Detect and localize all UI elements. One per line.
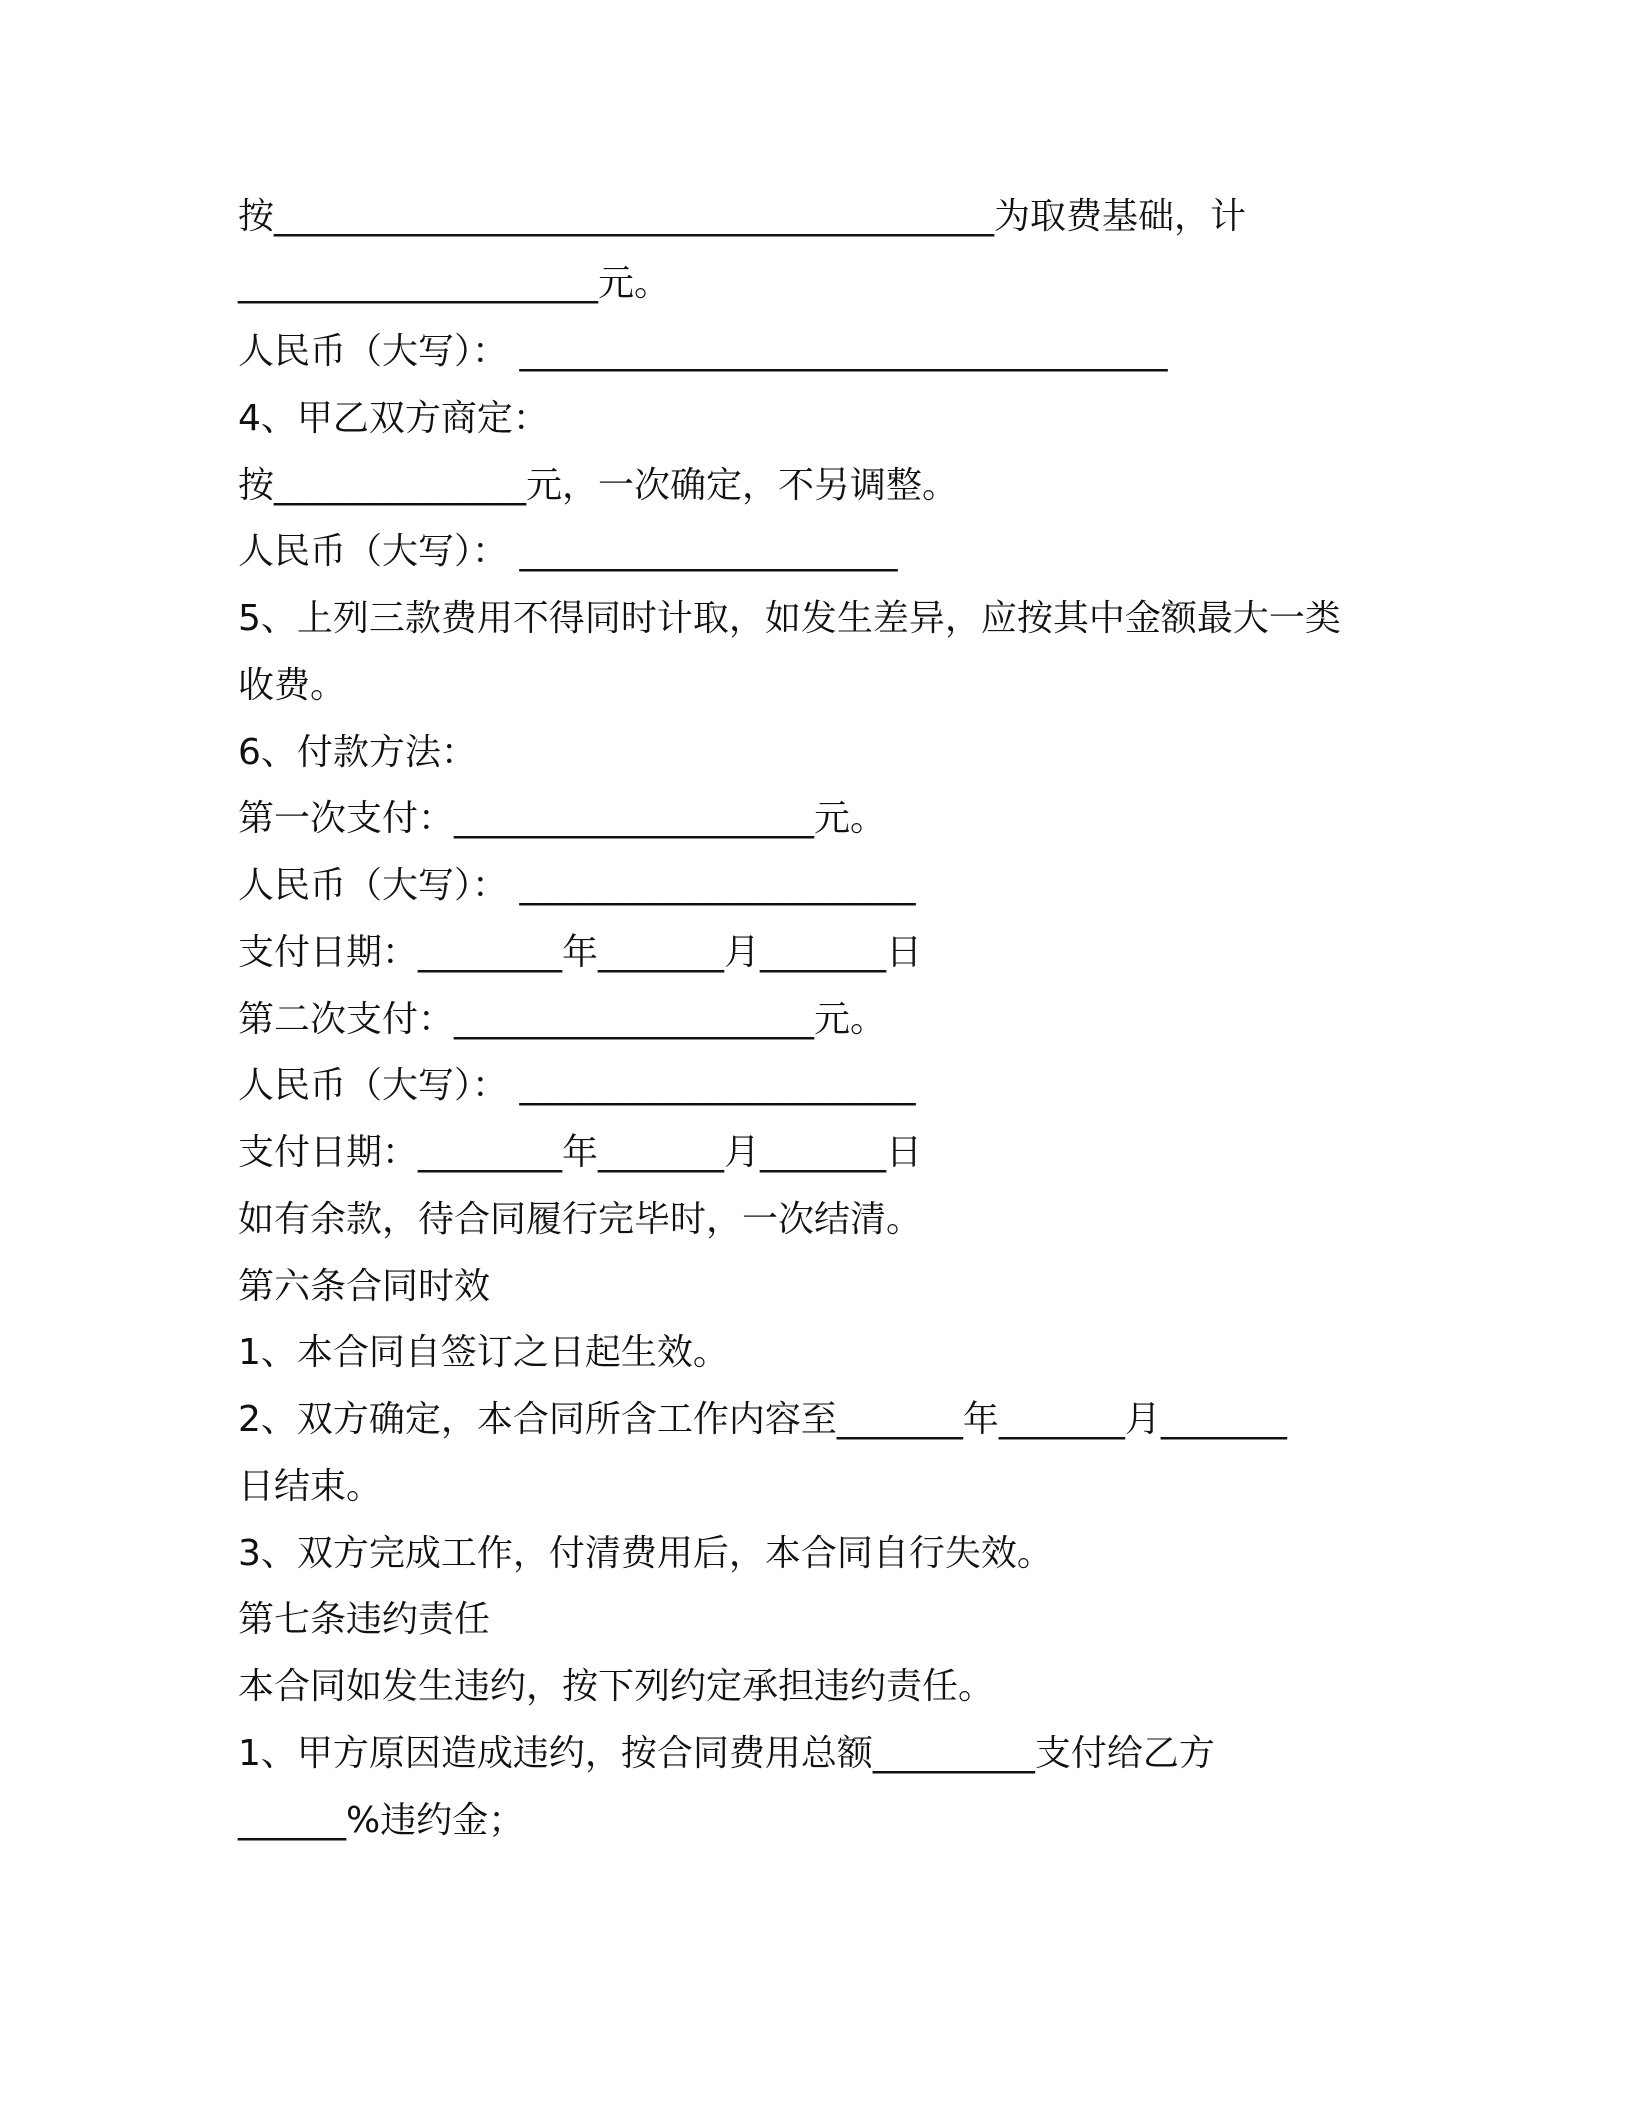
clause-5-continuation: 收费。 bbox=[238, 665, 347, 706]
rmb-uppercase-line-4: 人民币（大写）： ______________________ bbox=[238, 1065, 916, 1106]
clause-5-text: 5、上列三款费用不得同时计取，如发生差异，应按其中金额最大一类 bbox=[238, 598, 1341, 639]
payment-date-line-2: 支付日期：________年_______月_______日 bbox=[238, 1132, 923, 1173]
article-7-intro: 本合同如发生违约，按下列约定承担违约责任。 bbox=[238, 1666, 995, 1707]
article-6-heading: 第六条合同时效 bbox=[238, 1266, 491, 1307]
article-7-item-1: 1、甲方原因造成违约，按合同费用总额_________支付给乙方 bbox=[238, 1733, 1215, 1774]
second-payment-line: 第二次支付：____________________元。 bbox=[238, 999, 887, 1040]
clause-6-heading: 6、付款方法： bbox=[238, 732, 477, 773]
payment-date-line-1: 支付日期：________年_______月_______日 bbox=[238, 932, 923, 973]
clause-4-heading: 4、甲乙双方商定： bbox=[238, 398, 549, 439]
balance-settlement-line: 如有余款，待合同履行完毕时，一次结清。 bbox=[238, 1199, 923, 1240]
fixed-fee-line: 按______________元，一次确定，不另调整。 bbox=[238, 465, 959, 506]
article-6-item-3: 3、双方完成工作，付清费用后，本合同自行失效。 bbox=[238, 1533, 1053, 1574]
rmb-uppercase-line-1: 人民币（大写）： ____________________________________ bbox=[238, 331, 1168, 372]
fee-basis-line: 按________________________________________为取费基础，计 bbox=[238, 196, 1247, 237]
article-6-item-2-continuation: 日结束。 bbox=[238, 1466, 383, 1507]
article-7-item-1-continuation: ______%违约金； bbox=[238, 1800, 525, 1841]
first-payment-line: 第一次支付：____________________元。 bbox=[238, 798, 887, 839]
article-7-heading: 第七条违约责任 bbox=[238, 1599, 491, 1640]
rmb-uppercase-line-3: 人民币（大写）： ______________________ bbox=[238, 865, 916, 906]
fee-amount-line: ____________________元。 bbox=[238, 263, 671, 304]
rmb-uppercase-line-2: 人民币（大写）： _____________________ bbox=[238, 531, 898, 572]
article-6-item-1: 1、本合同自签订之日起生效。 bbox=[238, 1332, 729, 1373]
article-6-item-2: 2、双方确定，本合同所含工作内容至_______年_______月_______ bbox=[238, 1399, 1287, 1440]
